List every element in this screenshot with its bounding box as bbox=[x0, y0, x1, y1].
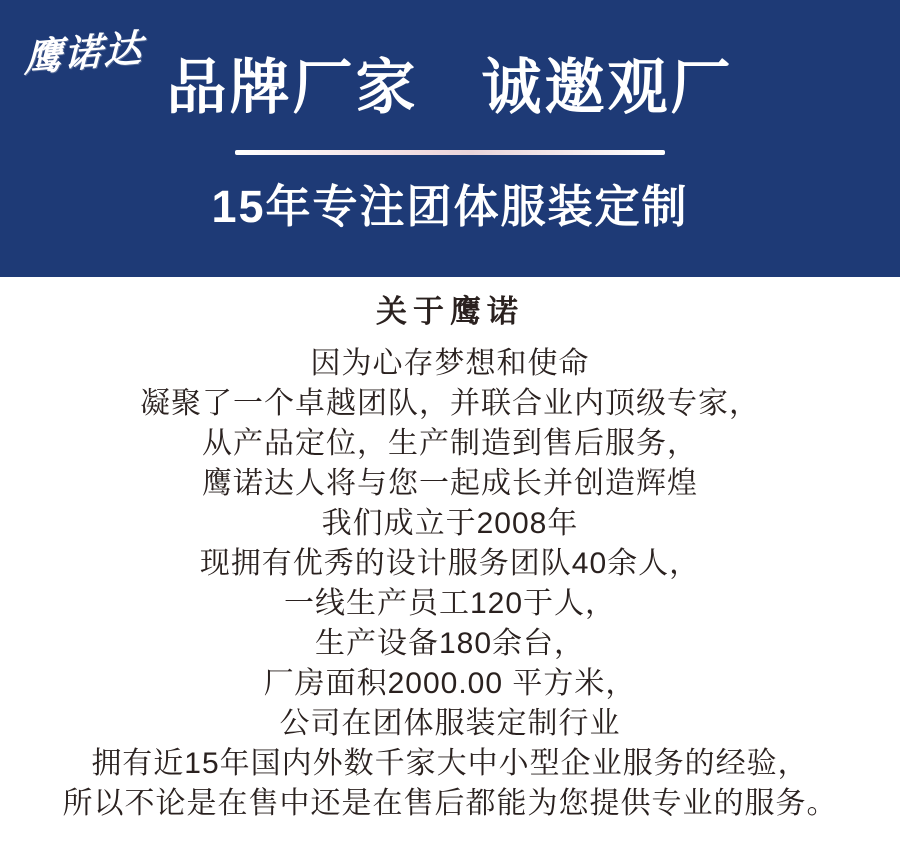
about-line: 生产设备180余台， bbox=[314, 627, 586, 660]
banner-title: 品牌厂家 诚邀观厂 bbox=[166, 54, 734, 121]
title-divider bbox=[235, 150, 665, 155]
about-line: 凝聚了一个卓越团队，并联合业内顶级专家， bbox=[140, 387, 760, 420]
about-heading: 关于鹰诺 bbox=[376, 294, 524, 329]
about-line: 我们成立于2008年 bbox=[321, 507, 579, 540]
header-banner bbox=[0, 0, 900, 277]
about-body bbox=[0, 344, 900, 824]
about-line: 拥有近15年国内外数千家大中小型企业服务的经验， bbox=[91, 747, 809, 780]
about-line: 所以不论是在售中还是在售后都能为您提供专业的服务。 bbox=[62, 787, 838, 820]
about-line: 因为心存梦想和使命 bbox=[310, 347, 590, 380]
about-line: 厂房面积2000.00 平方米， bbox=[263, 667, 637, 700]
about-line: 鹰诺达人将与您一起成长并创造辉煌 bbox=[202, 467, 698, 500]
about-line: 一线生产员工120于人， bbox=[283, 587, 617, 620]
about-line: 从产品定位，生产制造到售后服务， bbox=[202, 427, 698, 460]
about-section bbox=[0, 277, 900, 824]
brand-logo: 鹰诺达 bbox=[23, 27, 145, 81]
about-line: 现拥有优秀的设计服务团队40余人， bbox=[199, 547, 701, 580]
banner-subtitle: 15年专注团体服装定制 bbox=[211, 181, 689, 232]
about-line: 公司在团体服装定制行业 bbox=[279, 707, 621, 740]
